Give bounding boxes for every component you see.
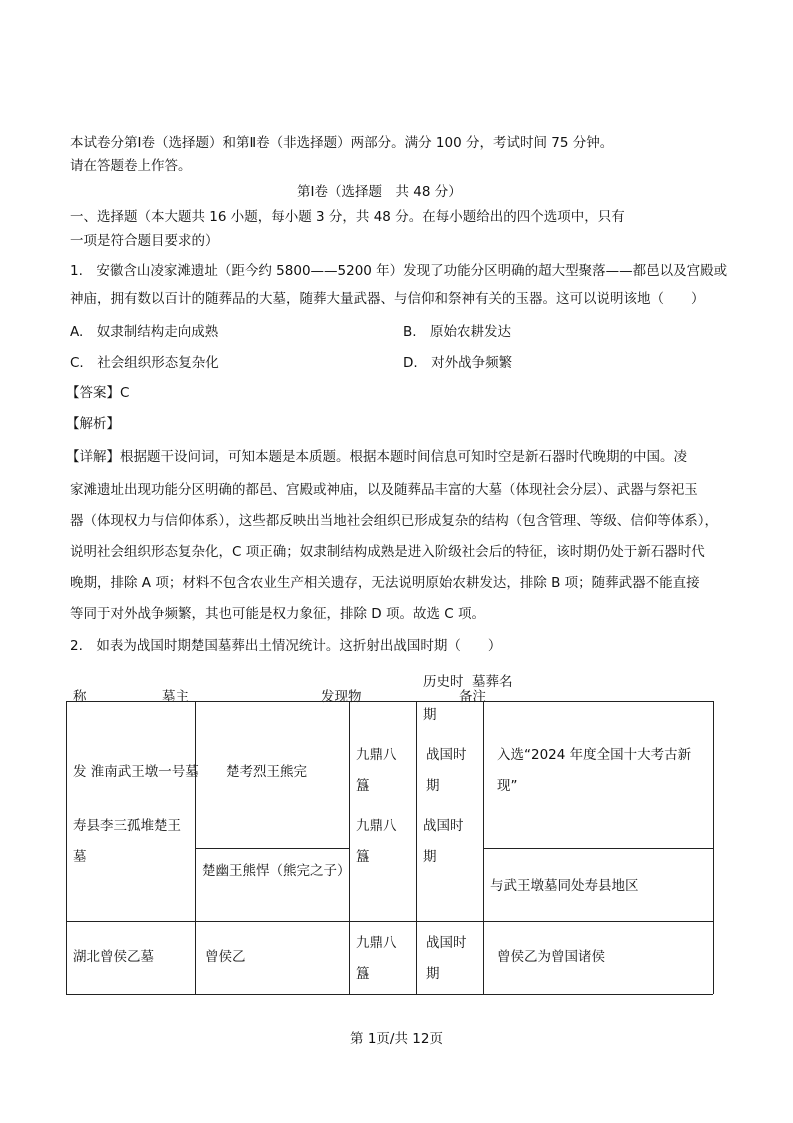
row1-period-l3: 期 (426, 778, 440, 794)
header-tomb-name: 墓葬名 (472, 674, 513, 690)
row2-period-l2: 期 (423, 849, 437, 865)
row1-tomb (73, 763, 199, 781)
row2-found-l1: 九鼎八 (356, 818, 397, 834)
section-title: 第Ⅰ卷（选择题 共 48 分） (297, 184, 462, 200)
row2-tomb-l2: 墓 (73, 849, 87, 865)
row1-period-l2: 战国时 (426, 747, 467, 763)
row3-note: 曾侯乙为曾国诸侯 (497, 949, 605, 965)
q1-option-a: A. 奴隶制结构走向成熟 (70, 324, 219, 340)
row1-found-l1: 九鼎八 (356, 747, 397, 763)
instructions-line-2: 一项是符合题目要求的） (70, 233, 219, 249)
instructions-line-1: 一、选择题（本大题共 16 小题，每小题 3 分，共 48 分。在每小题给出的四个选项中，只有 (70, 209, 625, 225)
answer-value: C (120, 385, 130, 401)
q1-detail-line-2: 家滩遗址出现功能分区明确的都邑、宫殿或神庙，以及随葬品丰富的大墓（体现社会分层）、武器与祭祀玉 (70, 482, 698, 498)
q1-option-b: B. 原始农耕发达 (403, 324, 512, 340)
q1-detail-line-3: 器（体现权力与信仰体系），这些都反映出当地社会组织已形成复杂的结构（包含管理、等级、信仰等体系）， (70, 513, 718, 529)
row1-period-l1: 期 (423, 707, 437, 723)
row1-note-l1: 入选“2024 年度全国十大考古新 (497, 747, 692, 763)
row3-tomb: 湖北曾侯乙墓 (73, 949, 154, 965)
table-rule (483, 848, 713, 849)
intro-line-2: 请在答题卷上作答。 (70, 158, 192, 174)
table-rule (349, 701, 350, 994)
row3-period-l1: 战国时 (426, 935, 467, 951)
table-rule (66, 701, 713, 702)
q1-detail-line-6: 等同于对外战争频繁，其也可能是权力象征，排除 D 项。故选 C 项。 (70, 606, 485, 622)
header-found: 发现物 (321, 689, 362, 705)
q1-stem-line-2: 神庙，拥有数以百计的随葬品的大墓，随葬大量武器、与信仰和祭神有关的玉器。这可以说明该地（ ） (70, 291, 705, 307)
row1-found-l2: 簋 (356, 778, 370, 794)
row1-owner: 楚考烈王熊完 (226, 764, 307, 780)
q1-detail-line-5: 晚期，排除 A 项；材料不包含农业生产相关遗存，无法说明原始农耕发达，排除 B 项；随葬武器不能直接 (70, 575, 700, 591)
header-period: 历史时 (423, 674, 464, 690)
page-footer: 第 1页/共 12页 (350, 1031, 443, 1047)
table-rule (66, 921, 713, 922)
row3-owner: 曾侯乙 (205, 949, 246, 965)
row3-period-l2: 期 (426, 966, 440, 982)
table-rule (66, 994, 713, 995)
table-rule (713, 701, 714, 994)
row2-owner: 楚幽王熊悍（熊完之子） (202, 863, 351, 879)
q1-answer (66, 384, 129, 402)
row2-tomb-l1: 寿县李三孤堆楚王 (73, 818, 181, 834)
detail-label: 【详解】 (66, 449, 120, 465)
table-rule (483, 701, 484, 994)
q1-stem-line-1: 1. 安徽含山凌家滩遗址（距今约 5800——5200 年）发现了功能分区明确的超大型聚落——都邑以及宫殿或 (70, 263, 728, 279)
row2-period-l1: 战国时 (423, 818, 464, 834)
q1-analysis-label: 【解析】 (66, 416, 120, 432)
header-name-tail: 称 (73, 689, 87, 705)
table-rule (195, 848, 350, 849)
row3-found-l1: 九鼎八 (356, 935, 397, 951)
table-rule (416, 701, 417, 994)
detail-text: 根据题干设问词，可知本题是本质题。根据本题时间信息可知时空是新石器时代晚期的中国。凌 (120, 449, 687, 465)
header-note: 备注 (459, 689, 486, 705)
row1-tomb-name: 淮南武王墩一号墓 (90, 764, 199, 780)
q1-detail-line-1 (66, 448, 687, 466)
q2-stem: 2. 如表为战国时期楚国墓葬出土情况统计。这折射出战国时期（ ） (70, 638, 502, 654)
answer-label: 【答案】 (66, 385, 120, 401)
table-rule (195, 701, 196, 994)
table-rule (66, 701, 67, 994)
row1-note-l2: 现” (497, 778, 518, 794)
row1-prefix: 发 (73, 764, 87, 780)
row3-found-l2: 簋 (356, 966, 370, 982)
q1-option-c: C. 社会组织形态复杂化 (70, 355, 219, 371)
intro-line-1: 本试卷分第Ⅰ卷（选择题）和第Ⅱ卷（非选择题）两部分。满分 100 分，考试时间 75 分钟。 (70, 135, 614, 151)
row2-note: 与武王墩墓同处寿县地区 (490, 878, 639, 894)
q1-detail-line-4: 说明社会组织形态复杂化，C 项正确；奴隶制结构成熟是进入阶级社会后的特征，该时期仍处于新石器时代 (70, 544, 705, 560)
header-owner: 墓主 (162, 689, 189, 705)
row2-found-l2: 簋 (356, 849, 370, 865)
q1-option-d: D. 对外战争频繁 (403, 355, 513, 371)
